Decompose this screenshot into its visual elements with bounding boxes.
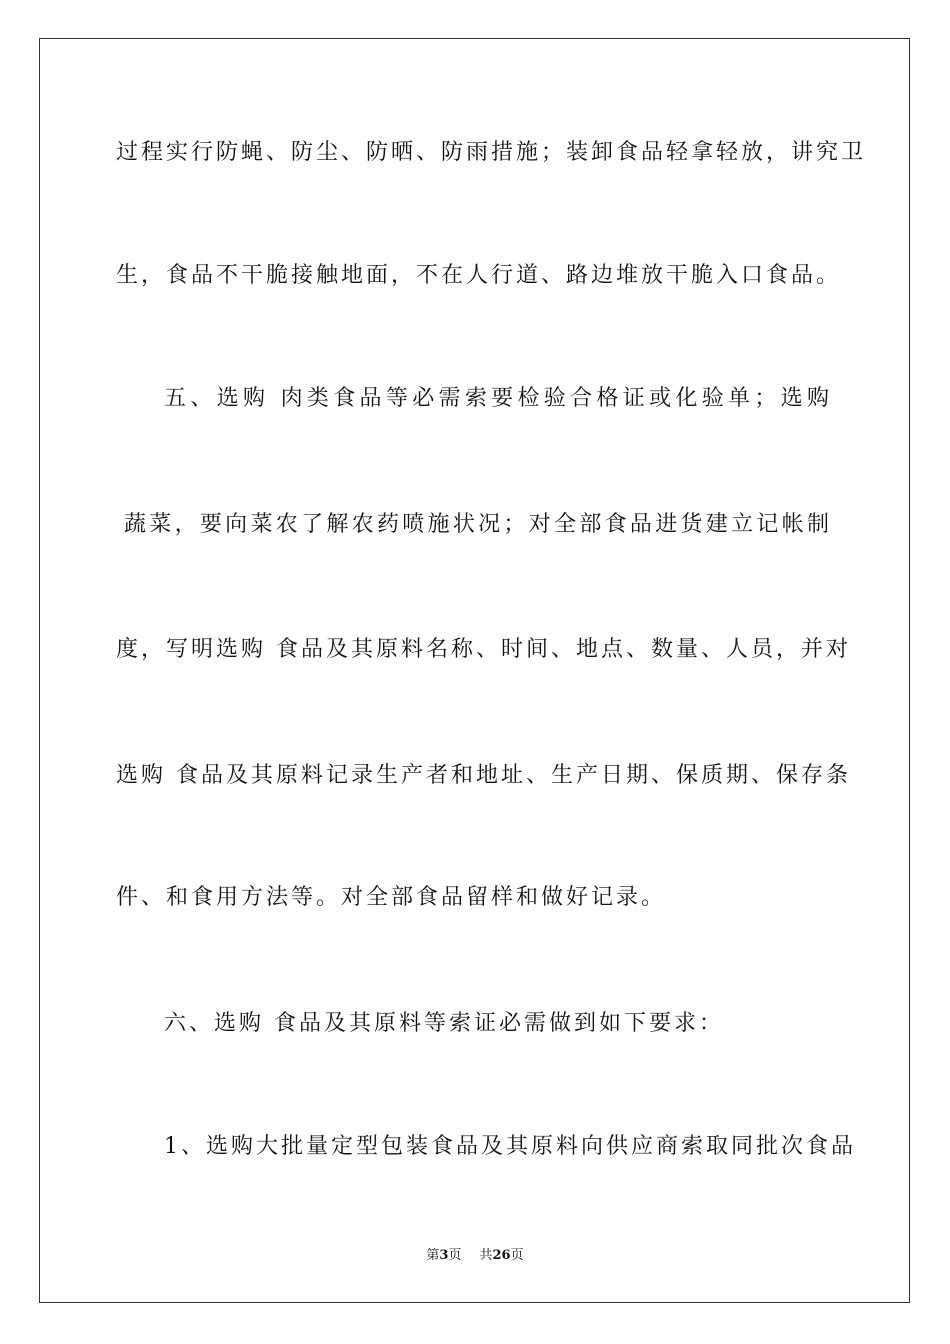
page-number: 3 [439,1248,449,1263]
body-text-line-8: 六、选购 食品及其原料等索证必需做到如下要求： [164,1011,724,1036]
page-label-suffix: 页 [448,1248,462,1263]
body-text-line-5: 度，写明选购 食品及其原料名称、时间、地点、数量、人员，并对 [116,637,851,662]
body-text-line-2: 生，食品不干脆接触地面，不在人行道、路边堆放干脆入口食品。 [116,263,842,288]
page-footer [0,1247,950,1265]
body-text-line-4: 蔬菜，要向菜农了解农药喷施状况；对全部食品进货建立记帐制 [124,512,832,537]
body-text-line-3: 五、选购 肉类食品等必需索要检验合格证或化验单；选购 [164,386,832,411]
page-border [39,38,910,1303]
body-text-line-7: 件、和食用方法等。对全部食品留样和做好记录。 [116,885,667,910]
body-text-line-1: 过程实行防蝇、防尘、防晒、防雨措施；装卸食品轻拿轻放，讲究卫 [116,140,867,165]
body-text-line-9: 1、选购大批量定型包装食品及其原料向供应商索取同批次食品 [164,1134,856,1159]
body-text-line-6: 选购 食品及其原料记录生产者和地址、生产日期、保质期、保存条 [116,763,851,788]
total-label-prefix: 共 [479,1248,493,1263]
page-label-prefix: 第 [426,1248,440,1263]
total-label-suffix: 页 [510,1248,524,1263]
total-pages: 26 [492,1248,511,1263]
